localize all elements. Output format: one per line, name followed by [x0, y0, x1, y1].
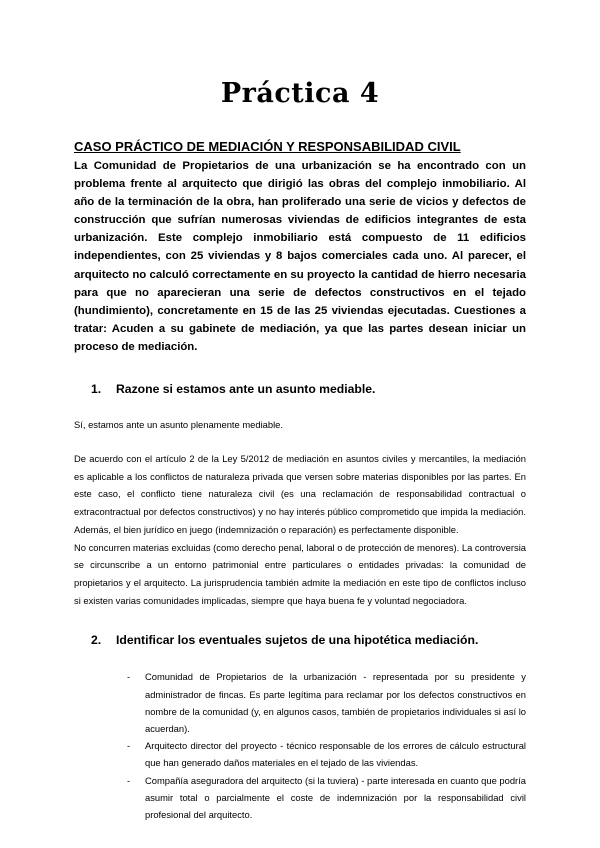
list-item-text: Comunidad de Propietarios de la urbanización - representada por su presidente y administrador de fincas. Es parte legítima para reclamar por los defectos constructivos en nombre de la comunidad (y, en algunos casos, también de propietarios individuales si así lo acuerdan). — [145, 671, 526, 734]
list-item — [127, 737, 526, 771]
question-1-text: Razone si estamos ante un asunto mediable. — [116, 382, 376, 397]
question-2-text: Identificar los eventuales sujetos de una hipotética mediación. — [116, 633, 479, 648]
dash-bullet: - — [127, 740, 131, 752]
list-item — [127, 772, 526, 824]
list-item — [127, 668, 526, 737]
case-heading: CASO PRÁCTICO DE MEDIACIÓN Y RESPONSABILIDAD CIVIL — [74, 139, 461, 154]
answer-1-paragraph-2: No concurren materias excluidas (como derecho penal, laboral o de protección de menores). La controversia se circunscribe a un entorno patrimonial entre particulares o entidades privadas: la comunidad de propietarios y el arquitecto. La jurisprudencia también admite la mediación en este tipo de conflictos incluso si existen varias comunidades implicadas, siempre que haya buena fe y voluntad negociadora. — [74, 541, 526, 606]
answer-1-paragraph-1: De acuerdo con el artículo 2 de la Ley 5/2012 de mediación en asuntos civiles y mercantiles, la mediación es aplicable a los conflictos de naturaleza privada que versen sobre materias disponibles por las partes. En este caso, el conflicto tiene naturaleza civil (es una reclamación de responsabilidad contractual o extracontractual por defectos constructivos) y no hay interés público comprometido que impida la mediación. Además, el bien jurídico en juego (indemnización o reparación) es perfectamente disponible. — [74, 453, 526, 535]
page-title: Práctica 4 — [220, 78, 380, 109]
subjects-list — [74, 668, 526, 823]
question-1-heading — [74, 381, 526, 398]
dash-bullet: - — [127, 774, 131, 786]
question-1-number: 1. — [91, 382, 102, 397]
question-2-number: 2. — [91, 633, 102, 648]
list-item-text: Arquitecto director del proyecto - técnico responsable de los errores de cálculo estructural que han generado daños materiales en el tejado de las viviendas. — [145, 740, 526, 769]
question-2-heading — [74, 632, 526, 649]
dash-bullet: - — [127, 671, 131, 683]
answer-1-summary: Sí, estamos ante un asunto plenamente mediable. — [74, 419, 283, 431]
case-intro-paragraph: La Comunidad de Propietarios de una urbanización se ha encontrado con un problema frente al arquitecto que dirigió las obras del complejo inmobiliario. Al año de la terminación de la obra, han proliferado una serie de vicios y defectos de construcción que sufrían numerosas viviendas de edificios integrantes de esta urbanización. Este complejo inmobiliario está compuesto de 11 edificios independientes, con 25 viviendas y 8 bajos comerciales cada uno. Al parecer, el arquitecto no calculó correctamente en su proyecto la cantidad de hierro necesaria para que no aparecieran una serie de defectos constructivos en el tejado (hundimiento), concretamente en 15 de las 25 viviendas ejecutadas. Cuestiones a tratar: Acuden a su gabinete de mediación, ya que las partes desean iniciar un proceso de mediación. — [74, 160, 526, 353]
list-item-text: Compañía aseguradora del arquitecto (si la tuviera) - parte interesada en cuanto que podría asumir total o parcialmente el coste de indemnización por la responsabilidad civil profesional del arquitecto. — [145, 774, 526, 820]
